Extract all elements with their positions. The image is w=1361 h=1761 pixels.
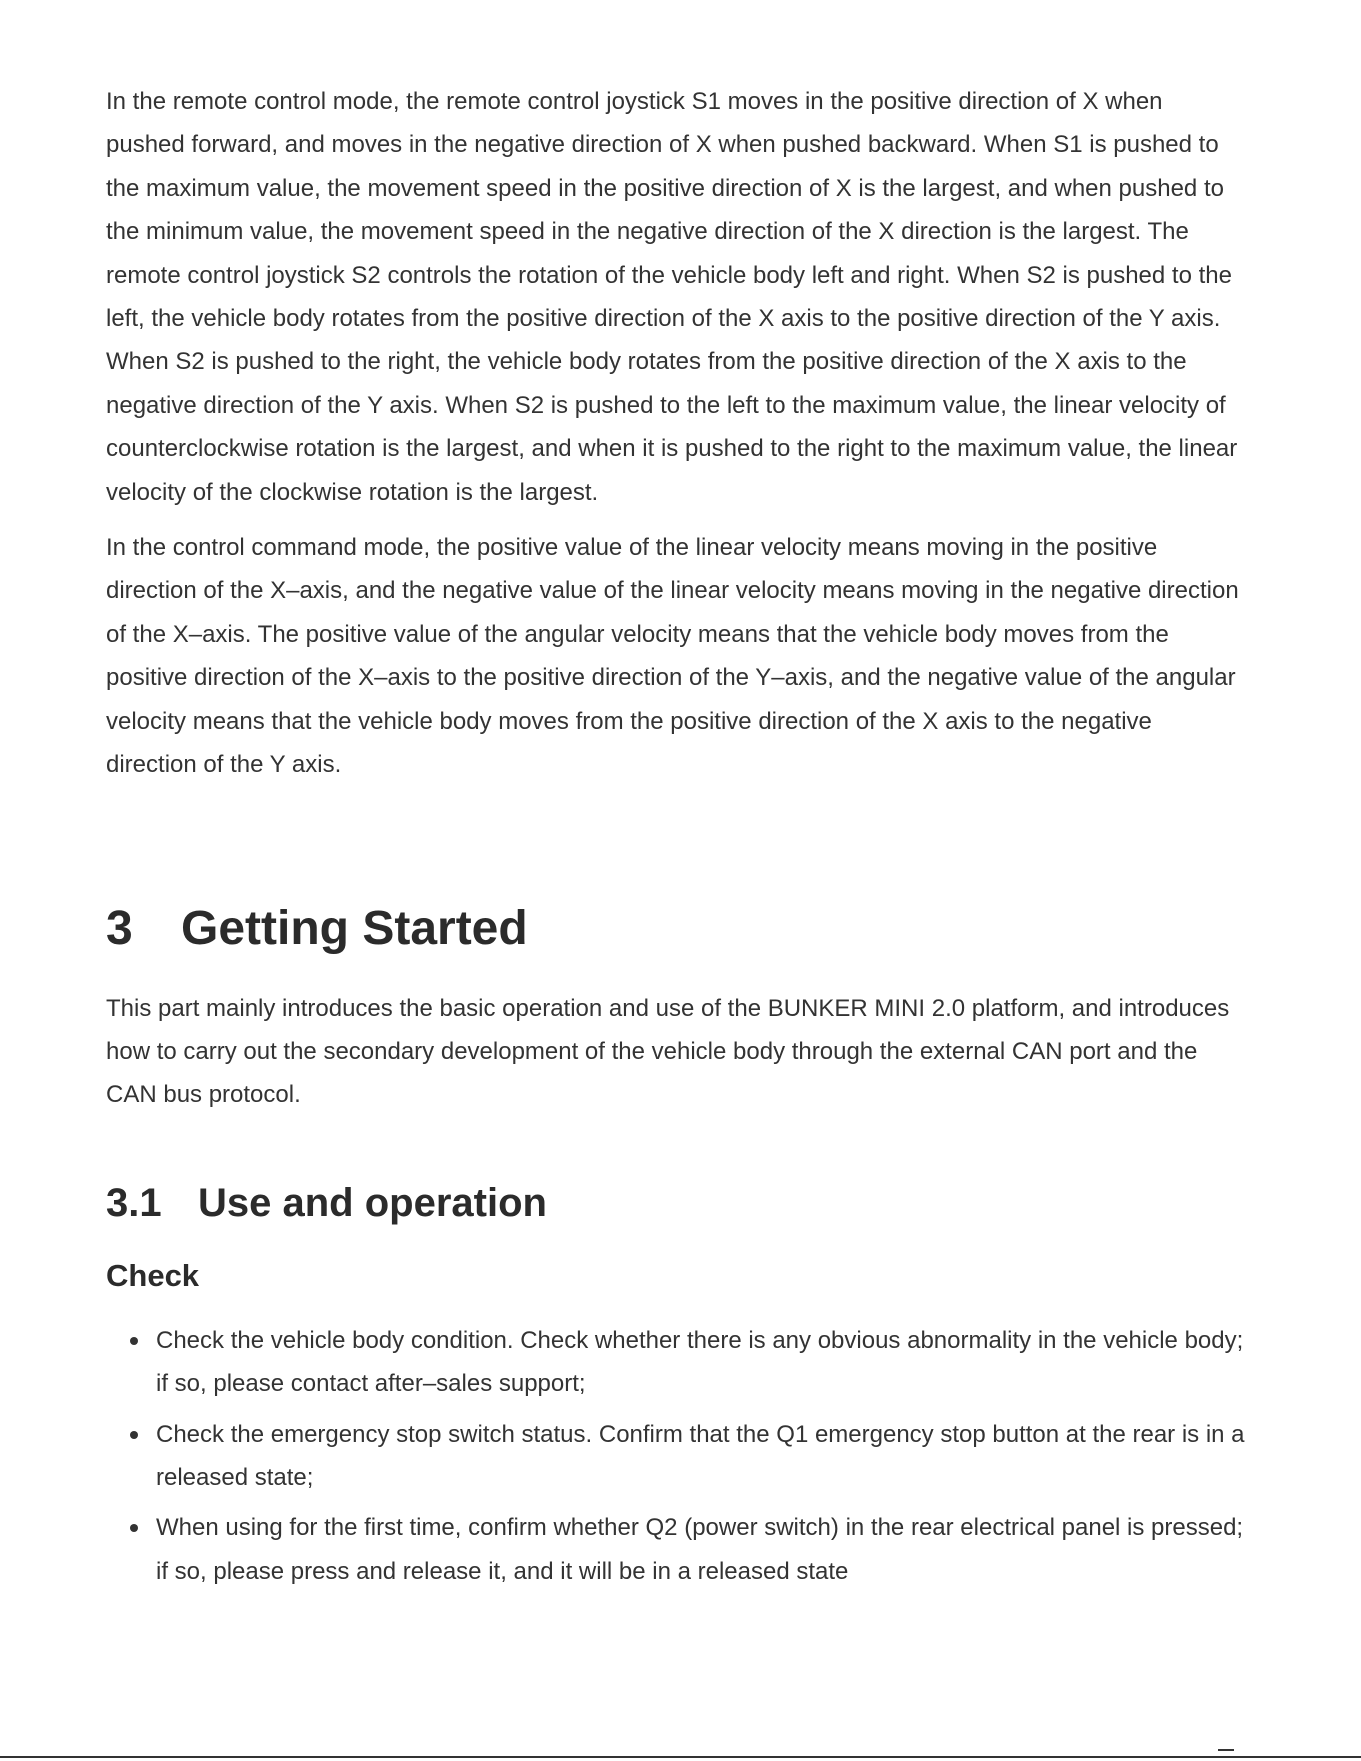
footer-divider bbox=[0, 1756, 1361, 1758]
bullet-icon bbox=[130, 1337, 138, 1345]
footer-mark bbox=[1218, 1749, 1234, 1751]
list-item-text: Check the emergency stop switch status. Confirm that the Q1 emergency stop button at the rear is in a released state; bbox=[156, 1420, 1245, 1491]
section-title: Getting Started bbox=[181, 901, 528, 955]
bullet-icon bbox=[130, 1431, 138, 1439]
bullet-icon bbox=[130, 1524, 138, 1532]
paragraph-control-command-mode: In the control command mode, the positive value of the linear velocity means moving in the positive direction of the X–axis, and the negative value of the linear velocity means moving in the negative direction of the X–axis. The positive value of the angular velocity means that the vehicle body moves from the positive direction of the X–axis to the positive direction of the Y–axis, and the negative value of the angular velocity means that the vehicle body moves from the positive direction of the X axis to the negative direction of the Y axis. bbox=[106, 534, 1239, 779]
section-intro: This part mainly introduces the basic operation and use of the BUNKER MINI 2.0 platform, and introduces how to carry out the secondary development of the vehicle body through the external CAN port and the CAN bus protocol. bbox=[106, 994, 1230, 1109]
paragraph-remote-control-mode: In the remote control mode, the remote control joystick S1 moves in the positive direction of X when pushed forward, and moves in the negative direction of X when pushed backward. When S1 is pushed to the maximum value, the movement speed in the positive direction of X is the largest, and when pushed to the minimum value, the movement speed in the negative direction of the X direction is the largest. The remote control joystick S2 controls the rotation of the vehicle body left and right. When S2 is pushed to the left, the vehicle body rotates from the positive direction of the X axis to the positive direction of the Y axis. When S2 is pushed to the right, the vehicle body rotates from the positive direction of the X axis to the negative direction of the Y axis. When S2 is pushed to the left to the maximum value, the linear velocity of counterclockwise rotation is the largest, and when it is pushed to the right to the maximum value, the linear velocity of the clockwise rotation is the largest. bbox=[106, 88, 1238, 506]
list-item bbox=[106, 1413, 1246, 1500]
list-item bbox=[106, 1319, 1246, 1406]
list-item bbox=[106, 1506, 1246, 1593]
document-page bbox=[106, 80, 1246, 1600]
list-item-text: When using for the first time, confirm whether Q2 (power switch) in the rear electrical panel is pressed; if so, please press and release it, and it will be in a released state bbox=[156, 1514, 1244, 1585]
subsection-heading bbox=[106, 1177, 1246, 1229]
section-heading bbox=[106, 899, 1246, 959]
subsection-title: Use and operation bbox=[198, 1180, 547, 1225]
check-heading: Check bbox=[106, 1257, 200, 1293]
list-item-text: Check the vehicle body condition. Check whether there is any obvious abnormality in the vehicle body; if so, please contact after–sales support; bbox=[156, 1326, 1244, 1398]
subsection-number: 3.1 bbox=[106, 1180, 162, 1225]
section-number: 3 bbox=[106, 901, 133, 955]
check-list bbox=[106, 1319, 1246, 1593]
